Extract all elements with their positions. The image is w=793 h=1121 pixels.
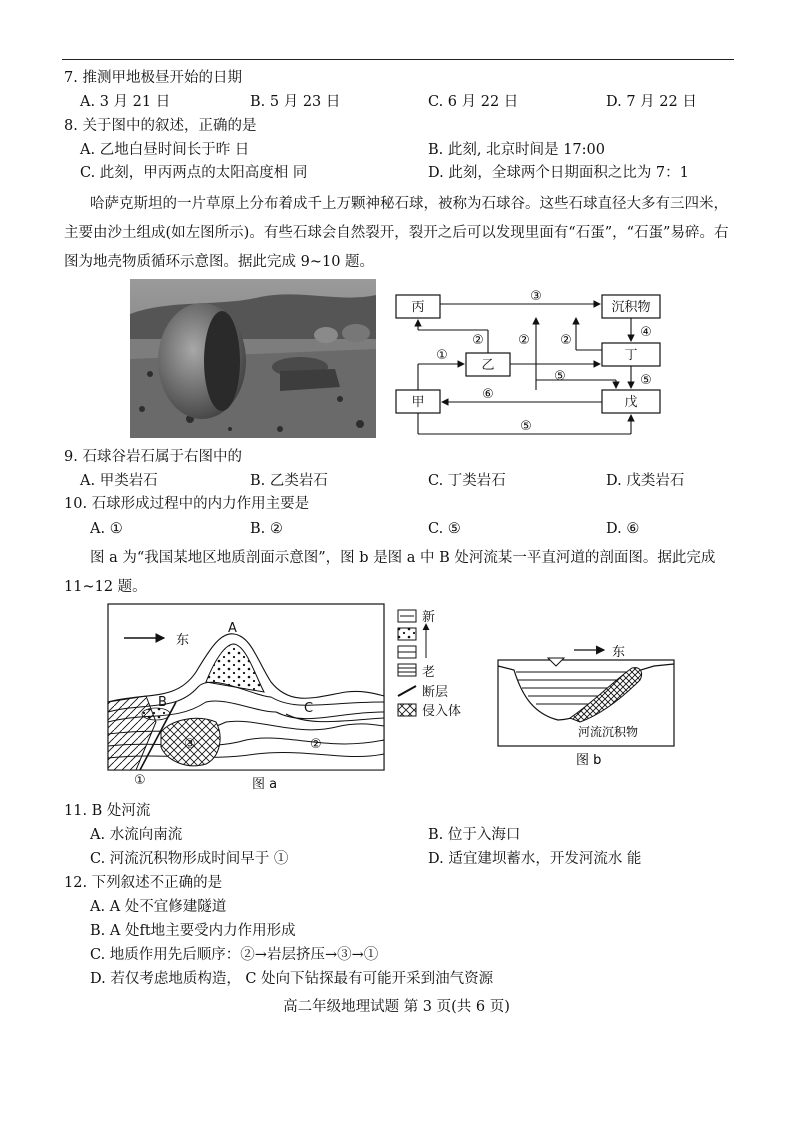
fig-a-legend-new: 新 [422,610,436,625]
q10-stem: 10. 石球形成过程中的内力作用主要是 [64,496,310,512]
q9-option-d: D. 戊类岩石 [606,473,685,489]
fig-a-label-B: B [158,695,167,710]
q8-option-c: C. 此刻，甲丙两点的太阳高度相 同 [80,165,308,181]
fig-a-east: 东 [176,633,190,648]
page-footer: 高二年级地理试题 第 3 页(共 6 页) [283,999,510,1015]
fig-a-label-1: ① [134,773,146,788]
fig-a-label-3: ③ [184,737,196,752]
label-ding: 丁 [624,348,638,363]
q12-option-b: B. A 处ft地主要受内力作用形成 [90,923,296,939]
q9-stem: 9. 石球谷岩石属于右图中的 [64,449,242,465]
label-yi: 乙 [481,358,495,373]
label-sediment: 沉积物 [611,300,651,315]
q8-option-d: D. 此刻，全球两个日期面积之比为 7：1 [428,165,689,181]
arrow-label-3: ③ [530,289,542,304]
fig-a-label-C: C [304,701,314,716]
label-wu: 戊 [624,395,638,410]
q10-option-d: D. ⑥ [606,521,640,537]
figure-b-river-profile [494,636,678,768]
fig-a-legend-intrusion: 侵入体 [422,704,462,719]
q11-option-a: A. 水流向南流 [90,827,183,843]
q7-option-a: A. 3 月 21 日 [80,94,171,110]
arrow-label-4: ④ [640,325,652,340]
q11-stem: 11. B 处河流 [64,803,151,819]
q8-stem: 8. 关于图中的叙述，正确的是 [64,118,257,134]
q7-option-d: D. 7 月 22 日 [606,94,697,110]
stone-ball-photo [130,279,376,438]
passage-stone-ball-valley: 哈萨克斯坦的一片草原上分布着成千上万颗神秘石球，被称为石球谷。这些石球直径大多有三四米，主要由沙土组成(如左图所示)。有些石球会自然裂开，裂开之后可以发现里面有“石蛋”，“石蛋”易碎。右图为地壳物质循环示意图。据此完成 9~10 题。 [64,196,729,270]
q8-option-a: A. 乙地白昼时间长于昨 日 [80,142,250,158]
figure-a-geologic-profile [106,602,480,792]
fig-b-east: 东 [612,645,626,660]
fig-a-label-A: A [228,621,237,636]
q10-option-b: B. ② [250,521,283,537]
q12-stem: 12. 下列叙述不正确的是 [64,875,223,891]
fig-a-legend-old: 老 [422,665,436,680]
q10-option-a: A. ① [90,521,123,537]
label-bing: 丙 [411,300,425,315]
q7-option-b: B. 5 月 23 日 [250,94,341,110]
fig-b-sediment-label: 河流沉积物 [578,725,639,739]
q12-option-d: D. 若仅考虑地质构造， C 处向下钻探最有可能开采到油气资源 [90,971,494,987]
arrow-label-6: ⑥ [482,387,494,402]
q9-option-c: C. 丁类岩石 [428,473,506,489]
q11-option-b: B. 位于入海口 [428,827,521,843]
fig-a-label-2: ② [310,737,322,752]
arrow-label-5c: ⑤ [520,419,532,434]
q12-option-a: A. A 处不宜修建隧道 [90,899,227,915]
rock-cycle-diagram [386,288,696,440]
q8-option-b: B. 此刻, 北京时间是 17:00 [428,142,605,158]
q10-option-c: C. ⑤ [428,521,461,537]
q7-stem: 7. 推测甲地极昼开始的日期 [64,70,242,86]
header-rule [62,59,734,60]
q9-option-a: A. 甲类岩石 [80,473,158,489]
q11-option-c: C. 河流沉积物形成时间早于 ① [90,851,289,867]
passage-geologic-profile: 图 a 为“我国某地区地质剖面示意图”，图 b 是图 a 中 B 处河流某一平直河道的剖面图。据此完成 11~12 题。 [64,550,716,595]
q7-option-c: C. 6 月 22 日 [428,94,519,110]
arrow-label-2a: ② [472,333,484,348]
fig-b-caption: 图 b [576,753,602,768]
arrow-label-1: ① [436,348,448,363]
arrow-label-2c: ② [560,333,572,348]
fig-a-caption: 图 a [252,777,278,792]
q9-option-b: B. 乙类岩石 [250,473,328,489]
q11-option-d: D. 适宜建坝蓄水，开发河流水 能 [428,851,642,867]
arrow-label-5b: ⑤ [640,373,652,388]
arrow-label-5a: ⑤ [554,369,566,384]
arrow-label-2b: ② [518,333,530,348]
label-jia: 甲 [411,395,425,410]
q12-option-c: C. 地质作用先后顺序：②→岩层挤压→③→① [90,947,379,963]
fig-a-legend-fault: 断层 [422,685,449,700]
